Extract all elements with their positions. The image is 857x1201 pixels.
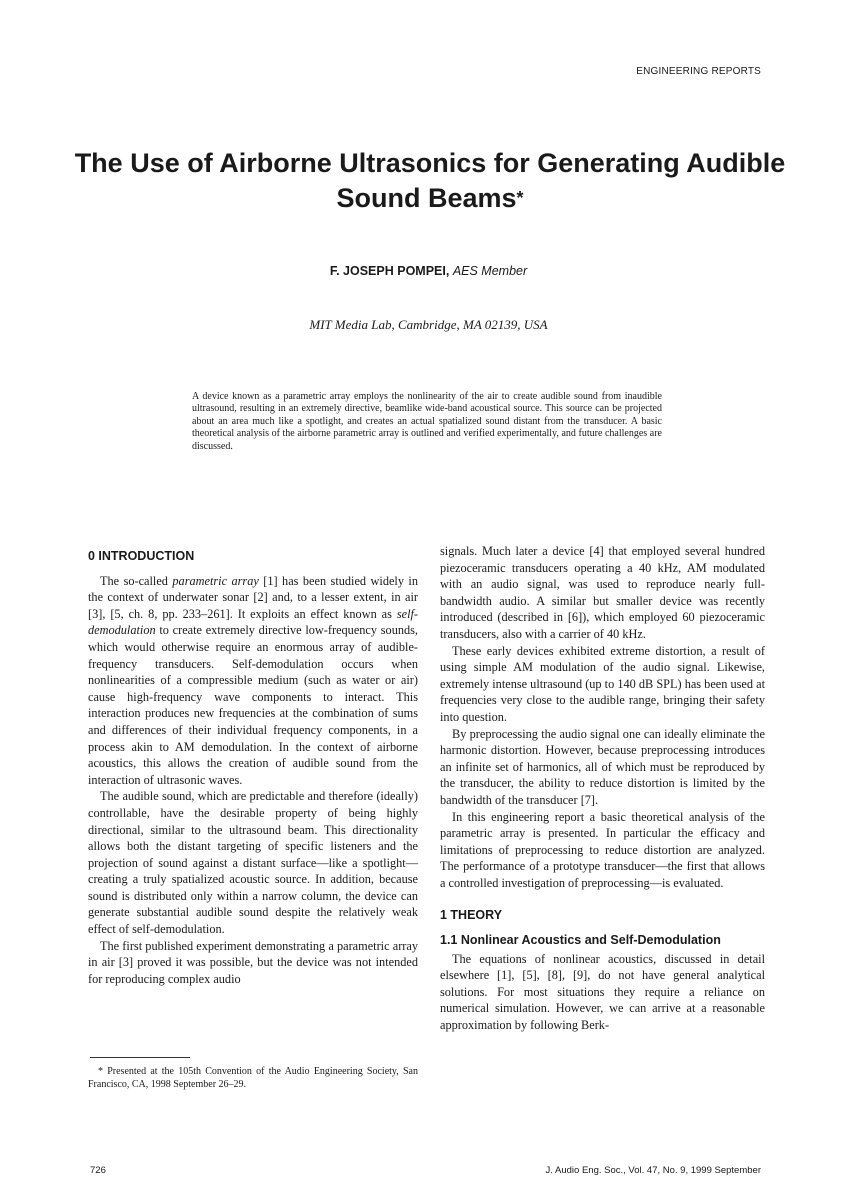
footnote: * Presented at the 105th Convention of the Audio Engineering Society, San Francisco, CA, 1998 September 26–29. (88, 1066, 418, 1090)
intro-paragraph-5: By preprocessing the audio signal one can ideally eliminate the harmonic distortion. However, because preprocessing introduces an infinite set of harmonics, all of which must be reproduced by the transducer, the ability to reduce distortion is limited by the bandwidth of the transducer [7]. (440, 726, 765, 807)
subsection-heading-nonlinear-acoustics: 1.1 Nonlinear Acoustics and Self-Demodulation (440, 933, 721, 948)
abstract: A device known as a parametric array employs the nonlinearity of the air to create audible sound from inaudible ultrasound, resulting in an extremely directive, beamlike wide-band acoustical source. This source can be projected about an area much like a spotlight, and creates an actual spatialized sound distant from the transducer. A basic theoretical analysis of the airborne parametric array is outlined and verified experimentally, and future challenges are discussed. (192, 391, 662, 452)
intro-paragraph-3-continued: signals. Much later a device [4] that employed several hundred piezoceramic transducers operating a 40 kHz, AM modulated with an audio signal, was used to reproduce nearly full-bandwidth audio. A similar but smaller device was recently introduced (described in [6]), which employed 60 piezoceramic transducers, also with a carrier of 40 kHz. (440, 544, 765, 641)
author-affiliation: MIT Media Lab, Cambridge, MA 02139, USA (309, 317, 548, 332)
footnote-rule (90, 1057, 190, 1058)
right-column (440, 543, 765, 1034)
paper-title (70, 146, 790, 216)
intro-paragraph-4: These early devices exhibited extreme distortion, a result of using simple AM modulation of the audio signal. Likewise, extremely intense ultrasound (up to 140 dB SPL) has been used at frequencies very close to the audible range, bringing their safety into question. (440, 643, 765, 724)
running-head: ENGINEERING REPORTS (636, 66, 761, 77)
intro-paragraph-1: The so-called parametric array [1] has been studied widely in the context of underwater sonar [2] and, to a lesser extent, in air [3], [5, ch. 8, pp. 233–261]. It exploits an effect known as self-demodulation to create extremely directive low-frequency sounds, which would otherwise require an enormous array of audible-frequency transducers. Self-demodulation occurs when nonlinearities of a compressible medium (such as water or air) cause high-frequency wave components to interact. This interaction produces new frequencies at the combination of sums and differences of their individual frequency components, in a process akin to AM demodulation. In the context of airborne acoustics, this allows the creation of audible sound from the interaction of ultrasonic waves. (88, 573, 419, 787)
title-line-1: The Use of Airborne Ultrasonics for Generating Audible (74, 148, 786, 178)
page-number: 726 (90, 1165, 106, 1176)
left-column (88, 548, 418, 987)
journal-citation: J. Audio Eng. Soc., Vol. 47, No. 9, 1999 September (545, 1165, 761, 1176)
intro-paragraph-3: The first published experiment demonstrating a parametric array in air [3] proved it was possible, but the device was not intended for reproducing complex audio (88, 938, 418, 986)
title-footnote-marker: * (516, 188, 524, 208)
section-heading-introduction: 0 INTRODUCTION (88, 549, 195, 563)
intro-paragraph-6: In this engineering report a basic theoretical analysis of the parametric array is presented. In particular the efficacy and limitations of preprocessing to reduce distortion are analyzed. The performance of a prototype transducer—the first that allows a controlled investigation of preprocessing—is evaluated. (440, 809, 765, 890)
author-line (0, 264, 857, 278)
theory-paragraph-1: The equations of nonlinear acoustics, discussed in detail elsewhere [1], [5], [8], [9], do not have general analytical solutions. For most situations they require a reliance on numerical simulation. However, we can arrive at a reasonable approximation by following Berk- (440, 951, 765, 1033)
title-line-2: Sound Beams (336, 183, 517, 213)
section-heading-theory: 1 THEORY (440, 908, 503, 923)
intro-paragraph-2: The audible sound, which are predictable and therefore (ideally) controllable, have the desirable property of being highly directional, similar to the ultrasound beam. This directionality allows both the distant targeting of specific listeners and the projection of sound against a distant surface—like a spotlight—creating a truly spatialized acoustic source. In addition, because sound is distributed only within a narrow column, the device can generate substantial audible sound despite the relatively weak effect of self-demodulation. (88, 789, 418, 937)
author-name: F. JOSEPH POMPEI, (329, 264, 450, 278)
author-role: AES Member (452, 264, 528, 278)
